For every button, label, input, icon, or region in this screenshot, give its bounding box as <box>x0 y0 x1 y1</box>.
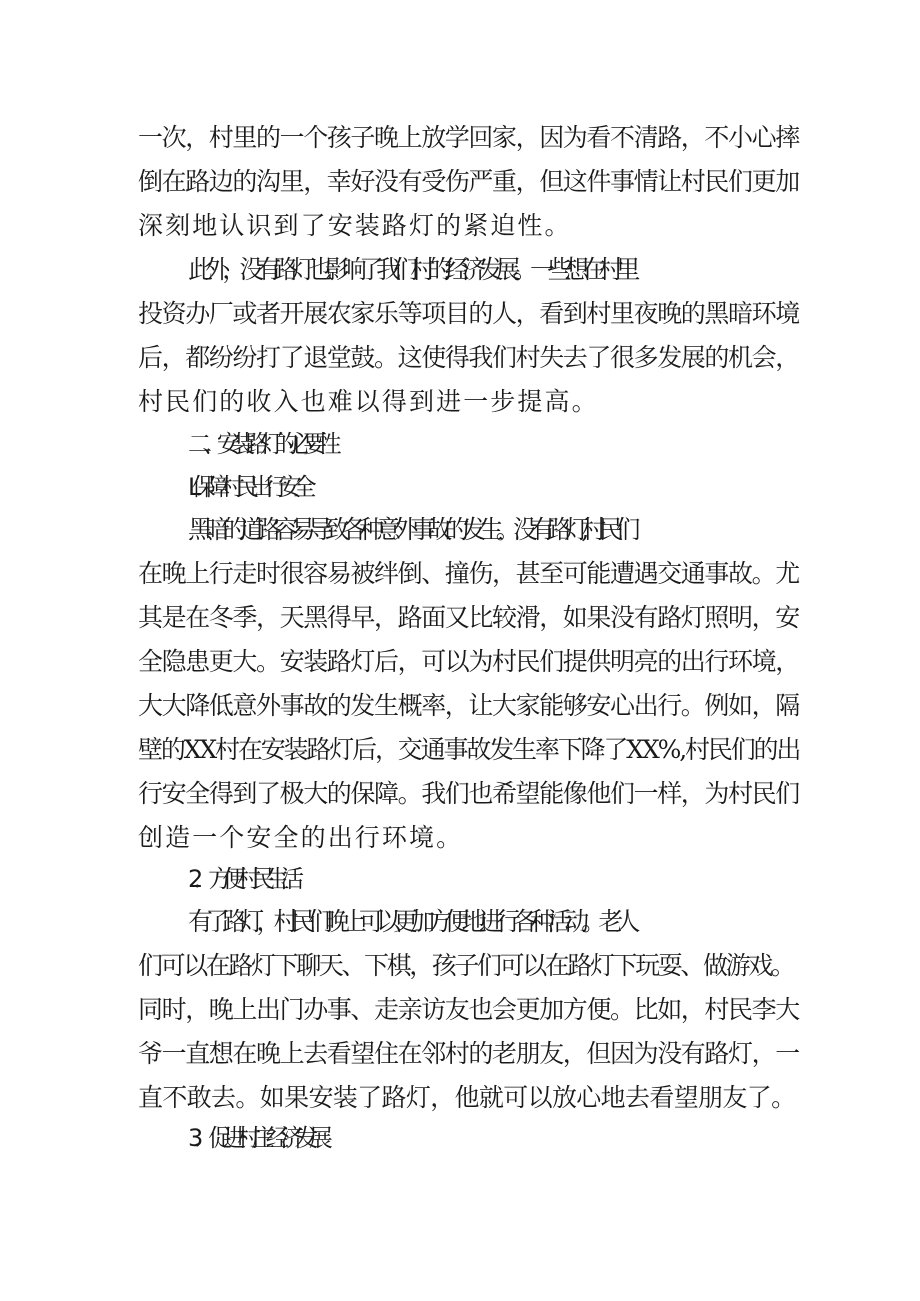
body-text-line: 一次，村里的一个孩子晚上放学回家，因为看不清路，不小心摔 <box>138 123 799 152</box>
body-text-line: 行安全得到了极大的保障。我们也希望能像他们一样，为村民们 <box>138 779 799 808</box>
body-text-line: 倒在路边的沟里，幸好没有受伤严重，但这件事情让村民们更加 <box>138 167 799 196</box>
body-text-line: 在晚上行走时很容易被绊倒、撞伤，甚至可能遭遇交通事故。尤 <box>138 559 799 588</box>
body-text-line: 爷一直想在晚上去看望住在邻村的老朋友，但因为没有路灯，一 <box>138 1039 799 1068</box>
body-text-line: 壁的XX村在安装路灯后，交通事故发生率下降了XX%,村民们的出 <box>138 735 800 764</box>
body-text-line: 村民们的收入也难以得到进一步提高。 <box>138 387 599 416</box>
body-text-line: 同时，晚上出门办事、走亲访友也会更加方便。比如，村民李大 <box>138 995 799 1024</box>
paragraph-start-line: 此外，没有路灯也影响了我们村的经济发展。一些想在村里 <box>188 255 633 284</box>
body-text-line: 直不敢去。如果安装了路灯，他就可以放心地去看望朋友了。 <box>138 1083 796 1112</box>
body-text-line: 其是在冬季，天黑得早，路面又比较滑，如果没有路灯照明，安 <box>138 603 799 632</box>
paragraph-start-line: 有了路灯，村民们晚上可以更加方便地进行各种活动。老人 <box>188 907 633 936</box>
subsection-heading: 2．方便村民生活 <box>188 865 295 893</box>
subsection-heading: L保障村民出行安全 <box>188 473 307 501</box>
subsection-heading: 3．促进村庄经济发展 <box>188 1124 324 1152</box>
body-text-line: 创造一个安全的出行环境。 <box>138 823 464 852</box>
body-text-line: 全隐患更大。安装路灯后，可以为村民们提供明亮的出行环境， <box>138 647 799 676</box>
body-text-line: 后，都纷纷打了退堂鼓。这使得我们村失去了很多发展的机会， <box>138 343 799 372</box>
body-text-line: 深刻地认识到了安装路灯的紧迫性。 <box>138 211 572 240</box>
body-text-line: 大大降低意外事故的发生概率，让大家能够安心出行。例如，隔 <box>138 691 799 720</box>
body-text-line: 们可以在路灯下聊天、下棋，孩子们可以在路灯下玩耍、做游戏。 <box>138 951 794 980</box>
paragraph-start-line: 黑暗的道路容易导致各种意外事故的发生。没有路灯,村民们 <box>188 515 633 544</box>
section-heading: 二、安装路灯的必要性 <box>188 430 332 458</box>
body-text-line: 投资办厂或者开展农家乐等项目的人，看到村里夜晚的黑暗环境 <box>138 299 799 328</box>
